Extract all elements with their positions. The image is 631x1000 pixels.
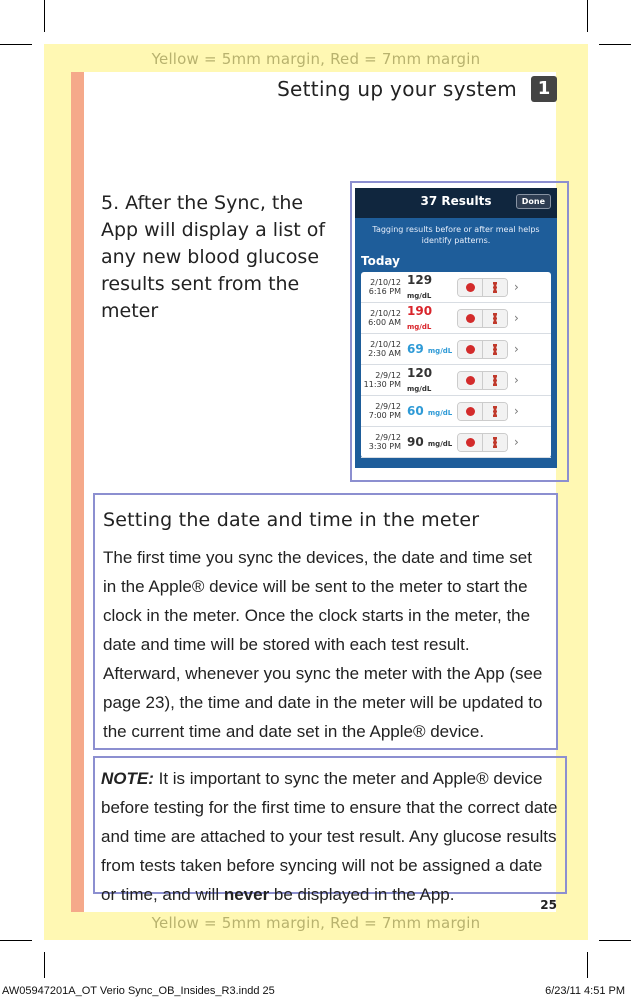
result-number: 190 — [407, 304, 433, 318]
apple-core-icon — [491, 344, 499, 355]
result-unit: mg/dL — [427, 440, 453, 448]
crop-mark — [0, 44, 32, 45]
margin-note-top: Yellow = 5mm margin, Red = 7mm margin — [151, 50, 481, 68]
app-screenshot — [355, 188, 557, 468]
results-list — [361, 272, 551, 458]
result-datetime — [361, 371, 407, 389]
result-unit: mg/dL — [407, 323, 432, 331]
result-row[interactable] — [361, 303, 551, 334]
result-value — [407, 342, 457, 356]
section-header — [277, 76, 557, 102]
apple-icon — [466, 407, 475, 416]
crop-mark — [0, 940, 32, 941]
page-number: 25 — [540, 898, 557, 912]
result-number: 129 — [407, 273, 433, 287]
result-date: 2/10/12 — [370, 340, 401, 349]
result-value — [407, 404, 457, 418]
result-unit: mg/dL — [427, 347, 453, 355]
crop-mark — [44, 0, 45, 32]
meal-tag-group — [457, 309, 508, 328]
meal-tag-group — [457, 402, 508, 421]
meal-tag-group — [457, 340, 508, 359]
result-value — [407, 273, 457, 301]
result-value — [407, 366, 457, 394]
chevron-right-icon[interactable]: › — [514, 311, 519, 325]
chevron-right-icon[interactable]: › — [514, 373, 519, 387]
result-datetime — [361, 433, 407, 451]
note-label: NOTE: — [101, 769, 154, 788]
result-date: 2/9/12 — [375, 433, 401, 442]
result-date: 2/9/12 — [375, 402, 401, 411]
app-info-text: Tagging results before or after meal helps identify patterns. — [372, 225, 540, 245]
note-text-part: It is important to sync the meter and Apple® device before testing for the first time to ensure that the correct date and time are attached to your test result. Any glucose results from tests taken before syncing will not be assigned a date or time, and will — [101, 769, 558, 904]
result-row[interactable] — [361, 334, 551, 365]
result-row[interactable] — [361, 427, 551, 458]
date-time-box — [93, 493, 558, 750]
result-date: 2/10/12 — [370, 278, 401, 287]
result-number: 60 — [407, 404, 424, 418]
result-row[interactable] — [361, 396, 551, 427]
before-meal-button[interactable] — [458, 279, 482, 296]
date-time-body: The first time you sync the devices, the date and time set in the Apple® device will be sent to the meter to start the clock in the meter. Once the clock starts in the meter, the date and time will be stored with each test result. Afterward, whenever you sync the meter with the App (see page 23), the time and date in the meter will be updated to the current time and date set in the Apple® device. — [103, 548, 543, 741]
crop-mark — [44, 952, 45, 978]
crop-mark — [587, 0, 588, 32]
result-number: 90 — [407, 435, 424, 449]
before-meal-button[interactable] — [458, 403, 482, 420]
result-value — [407, 435, 457, 449]
result-number: 69 — [407, 342, 424, 356]
date-time-heading: Setting the date and time in the meter — [103, 509, 480, 531]
crop-mark — [599, 940, 631, 941]
after-meal-button[interactable] — [482, 434, 507, 451]
before-meal-button[interactable] — [458, 434, 482, 451]
crop-mark — [587, 952, 588, 978]
app-nav-bar — [355, 188, 557, 218]
done-button[interactable]: Done — [516, 194, 551, 209]
apple-core-icon — [491, 282, 499, 293]
result-time: 3:30 PM — [368, 442, 401, 451]
chevron-right-icon[interactable]: › — [514, 342, 519, 356]
meal-tag-group — [457, 433, 508, 452]
step-5-text: 5. After the Sync, the App will display a list of any new blood glucose results sent from the meter — [101, 192, 326, 322]
result-datetime — [361, 340, 407, 358]
before-meal-button[interactable] — [458, 341, 482, 358]
result-datetime — [361, 309, 407, 327]
after-meal-button[interactable] — [482, 310, 507, 327]
result-time: 7:00 PM — [368, 411, 401, 420]
note-emphasis: never — [223, 885, 270, 904]
section-title: Setting up your system — [277, 77, 517, 101]
result-datetime — [361, 278, 407, 296]
after-meal-button[interactable] — [482, 372, 507, 389]
result-time: 11:30 PM — [363, 380, 401, 389]
result-time: 6:16 PM — [368, 287, 401, 296]
note-text-part: be displayed in the App. — [269, 885, 455, 904]
result-number: 120 — [407, 366, 433, 380]
file-slug: AW05947201A_OT Verio Sync_OB_Insides_R3.indd 25 — [2, 985, 275, 997]
chevron-right-icon[interactable]: › — [514, 404, 519, 418]
meal-tag-group — [457, 278, 508, 297]
apple-icon — [466, 376, 475, 385]
margin-note-bottom: Yellow = 5mm margin, Red = 7mm margin — [151, 914, 481, 932]
result-datetime — [361, 402, 407, 420]
apple-core-icon — [491, 375, 499, 386]
before-meal-button[interactable] — [458, 310, 482, 327]
meal-tag-group — [457, 371, 508, 390]
result-row[interactable] — [361, 272, 551, 303]
apple-core-icon — [491, 406, 499, 417]
chevron-right-icon[interactable]: › — [514, 435, 519, 449]
result-time: 6:00 AM — [368, 318, 401, 327]
apple-core-icon — [491, 437, 499, 448]
inner-margin-bar — [71, 72, 84, 912]
chevron-right-icon[interactable]: › — [514, 280, 519, 294]
section-number-badge: 1 — [531, 76, 557, 102]
result-unit: mg/dL — [427, 409, 453, 417]
result-unit: mg/dL — [407, 292, 432, 300]
note-box — [93, 756, 567, 904]
after-meal-button[interactable] — [482, 341, 507, 358]
app-section-today: Today — [361, 254, 400, 268]
result-date: 2/10/12 — [370, 309, 401, 318]
result-unit: mg/dL — [407, 385, 432, 393]
crop-mark — [599, 44, 631, 45]
after-meal-button[interactable] — [482, 403, 507, 420]
apple-icon — [466, 314, 475, 323]
result-value — [407, 304, 457, 332]
apple-icon — [466, 438, 475, 447]
before-meal-button[interactable] — [458, 372, 482, 389]
app-nav-title: 37 Results — [420, 194, 492, 208]
apple-icon — [466, 345, 475, 354]
result-date: 2/9/12 — [375, 371, 401, 380]
note-text — [95, 758, 565, 909]
apple-icon — [466, 283, 475, 292]
result-row[interactable] — [361, 365, 551, 396]
apple-core-icon — [491, 313, 499, 324]
result-time: 2:30 AM — [368, 349, 401, 358]
after-meal-button[interactable] — [482, 279, 507, 296]
date-slug: 6/23/11 4:51 PM — [545, 985, 625, 997]
